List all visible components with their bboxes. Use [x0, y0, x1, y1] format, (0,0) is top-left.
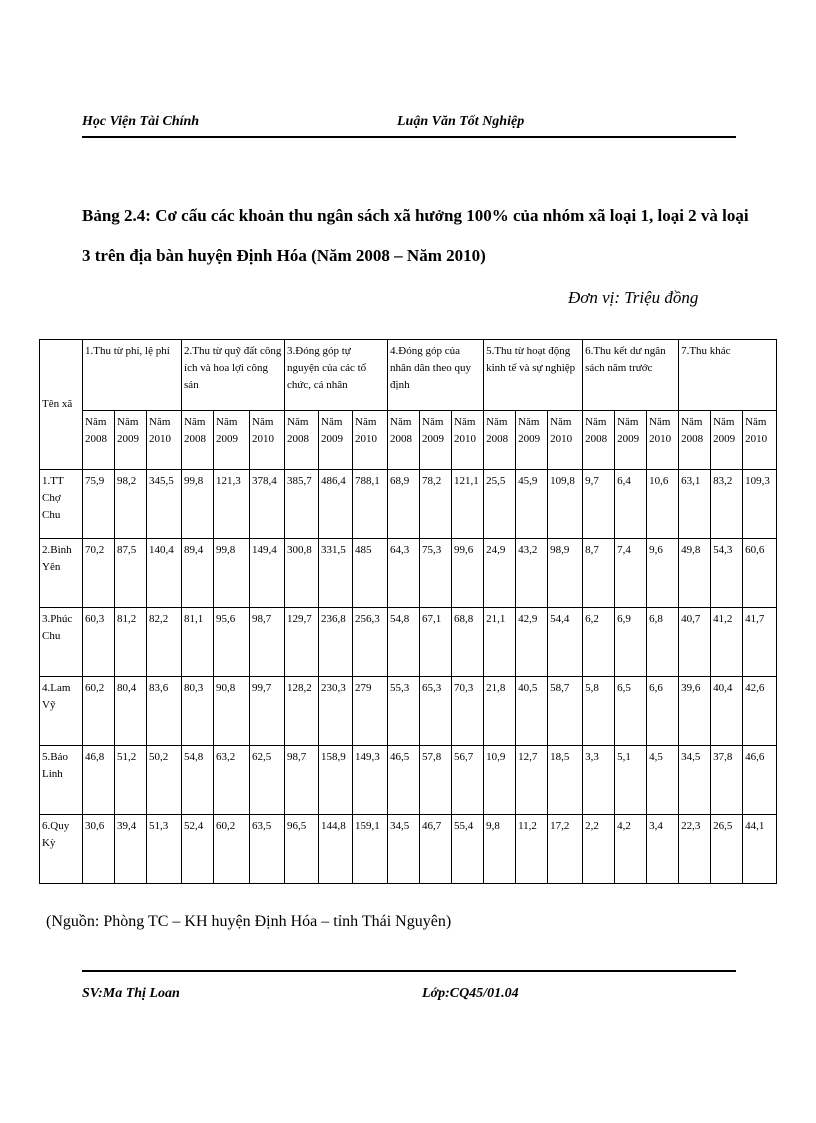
value-cell: 149,3 [353, 746, 388, 815]
value-cell: 83,2 [711, 470, 743, 539]
value-cell: 6,2 [583, 608, 615, 677]
header-rule [82, 136, 736, 138]
value-cell: 98,7 [285, 746, 319, 815]
value-cell: 34,5 [679, 746, 711, 815]
value-cell: 99,8 [182, 470, 214, 539]
commune-name: 4.Lam Vỹ [40, 677, 83, 746]
value-cell: 40,4 [711, 677, 743, 746]
value-cell: 34,5 [388, 815, 420, 884]
table-row [40, 470, 777, 539]
value-cell: 46,6 [743, 746, 777, 815]
value-cell: 21,1 [484, 608, 516, 677]
value-cell: 56,7 [452, 746, 484, 815]
value-cell: 55,3 [388, 677, 420, 746]
value-cell: 50,2 [147, 746, 182, 815]
header-document-type: Luận Văn Tốt Nghiệp [397, 114, 525, 129]
value-cell: 70,3 [452, 677, 484, 746]
value-cell: 8,7 [583, 539, 615, 608]
commune-name: 2.Bình Yên [40, 539, 83, 608]
group-header: 1.Thu từ phí, lệ phí [83, 340, 182, 411]
year-header: Năm 2008 [285, 411, 319, 470]
value-cell: 128,2 [285, 677, 319, 746]
value-cell: 62,5 [250, 746, 285, 815]
value-cell: 95,6 [214, 608, 250, 677]
value-cell: 25,5 [484, 470, 516, 539]
value-cell: 63,2 [214, 746, 250, 815]
value-cell: 99,8 [214, 539, 250, 608]
value-cell: 788,1 [353, 470, 388, 539]
value-cell: 11,2 [516, 815, 548, 884]
year-header: Năm 2010 [548, 411, 583, 470]
value-cell: 75,3 [420, 539, 452, 608]
value-cell: 3,3 [583, 746, 615, 815]
value-cell: 22,3 [679, 815, 711, 884]
unit-label: Đơn vị: Triệu đồng [568, 288, 699, 307]
value-cell: 46,7 [420, 815, 452, 884]
value-cell: 68,8 [452, 608, 484, 677]
value-cell: 44,1 [743, 815, 777, 884]
year-header: Năm 2010 [647, 411, 679, 470]
value-cell: 64,3 [388, 539, 420, 608]
value-cell: 144,8 [319, 815, 353, 884]
value-cell: 158,9 [319, 746, 353, 815]
table-row [40, 539, 777, 608]
value-cell: 54,4 [548, 608, 583, 677]
value-cell: 4,5 [647, 746, 679, 815]
value-cell: 52,4 [182, 815, 214, 884]
value-cell: 67,1 [420, 608, 452, 677]
year-header: Năm 2008 [679, 411, 711, 470]
value-cell: 45,9 [516, 470, 548, 539]
value-cell: 109,8 [548, 470, 583, 539]
year-header: Năm 2008 [182, 411, 214, 470]
value-cell: 42,9 [516, 608, 548, 677]
value-cell: 41,7 [743, 608, 777, 677]
value-cell: 6,4 [615, 470, 647, 539]
value-cell: 149,4 [250, 539, 285, 608]
value-cell: 3,4 [647, 815, 679, 884]
value-cell: 60,6 [743, 539, 777, 608]
footer-student: SV:Ma Thị Loan [82, 986, 180, 1001]
value-cell: 57,8 [420, 746, 452, 815]
value-cell: 40,7 [679, 608, 711, 677]
value-cell: 80,3 [182, 677, 214, 746]
value-cell: 21,8 [484, 677, 516, 746]
value-cell: 26,5 [711, 815, 743, 884]
value-cell: 7,4 [615, 539, 647, 608]
value-cell: 121,1 [452, 470, 484, 539]
value-cell: 68,9 [388, 470, 420, 539]
commune-name: 3.Phúc Chu [40, 608, 83, 677]
value-cell: 345,5 [147, 470, 182, 539]
value-cell: 279 [353, 677, 388, 746]
value-cell: 54,8 [182, 746, 214, 815]
value-cell: 98,2 [115, 470, 147, 539]
value-cell: 51,2 [115, 746, 147, 815]
value-cell: 256,3 [353, 608, 388, 677]
row-header: Tên xã [40, 340, 83, 470]
value-cell: 43,2 [516, 539, 548, 608]
value-cell: 99,7 [250, 677, 285, 746]
value-cell: 63,1 [679, 470, 711, 539]
value-cell: 6,8 [647, 608, 679, 677]
footer-class: Lớp:CQ45/01.04 [422, 986, 519, 1001]
value-cell: 54,3 [711, 539, 743, 608]
year-header: Năm 2009 [115, 411, 147, 470]
value-cell: 89,4 [182, 539, 214, 608]
commune-name: 5.Bảo Linh [40, 746, 83, 815]
table-row [40, 746, 777, 815]
value-cell: 9,7 [583, 470, 615, 539]
year-header: Năm 2009 [214, 411, 250, 470]
value-cell: 5,8 [583, 677, 615, 746]
value-cell: 39,4 [115, 815, 147, 884]
value-cell: 49,8 [679, 539, 711, 608]
revenue-table [39, 339, 777, 884]
table-title: Bảng 2.4: Cơ cấu các khoản thu ngân sách xã hưởng 100% của nhóm xã loại 1, loại 2 và loại 3 trên địa bàn huyện Định Hóa (Năm 2008 – Năm 2010) [82, 206, 749, 265]
group-header: 4.Đóng góp của nhân dân theo quy định [388, 340, 484, 411]
table-row [40, 677, 777, 746]
value-cell: 55,4 [452, 815, 484, 884]
group-header: 7.Thu khác [679, 340, 777, 411]
value-cell: 4,2 [615, 815, 647, 884]
group-header: 3.Đóng góp tự nguyện của các tổ chức, cá nhân [285, 340, 388, 411]
group-header: 5.Thu từ hoạt động kinh tế và sự nghiệp [484, 340, 583, 411]
value-cell: 2,2 [583, 815, 615, 884]
year-header: Năm 2010 [743, 411, 777, 470]
value-cell: 385,7 [285, 470, 319, 539]
commune-name: 6.Quy Kỳ [40, 815, 83, 884]
value-cell: 9,6 [647, 539, 679, 608]
value-cell: 65,3 [420, 677, 452, 746]
value-cell: 82,2 [147, 608, 182, 677]
value-cell: 6,9 [615, 608, 647, 677]
value-cell: 41,2 [711, 608, 743, 677]
value-cell: 60,2 [214, 815, 250, 884]
value-cell: 80,4 [115, 677, 147, 746]
value-cell: 5,1 [615, 746, 647, 815]
year-header: Năm 2008 [83, 411, 115, 470]
value-cell: 159,1 [353, 815, 388, 884]
year-header: Năm 2009 [711, 411, 743, 470]
year-header: Năm 2009 [516, 411, 548, 470]
value-cell: 99,6 [452, 539, 484, 608]
value-cell: 46,8 [83, 746, 115, 815]
commune-name: 1.TT Chợ Chu [40, 470, 83, 539]
value-cell: 60,3 [83, 608, 115, 677]
value-cell: 236,8 [319, 608, 353, 677]
year-header: Năm 2008 [484, 411, 516, 470]
year-header: Năm 2009 [615, 411, 647, 470]
value-cell: 331,5 [319, 539, 353, 608]
value-cell: 17,2 [548, 815, 583, 884]
value-cell: 63,5 [250, 815, 285, 884]
value-cell: 10,6 [647, 470, 679, 539]
source-note: (Nguồn: Phòng TC – KH huyện Định Hóa – tỉnh Thái Nguyên) [46, 913, 452, 930]
year-header: Năm 2010 [353, 411, 388, 470]
value-cell: 39,6 [679, 677, 711, 746]
value-cell: 486,4 [319, 470, 353, 539]
value-cell: 109,3 [743, 470, 777, 539]
value-cell: 81,1 [182, 608, 214, 677]
year-header: Năm 2010 [147, 411, 182, 470]
year-header: Năm 2009 [319, 411, 353, 470]
value-cell: 18,5 [548, 746, 583, 815]
value-cell: 81,2 [115, 608, 147, 677]
table-row [40, 608, 777, 677]
group-header: 6.Thu kết dư ngân sách năm trước [583, 340, 679, 411]
value-cell: 230,3 [319, 677, 353, 746]
value-cell: 78,2 [420, 470, 452, 539]
value-cell: 10,9 [484, 746, 516, 815]
year-header: Năm 2008 [388, 411, 420, 470]
value-cell: 24,9 [484, 539, 516, 608]
value-cell: 6,5 [615, 677, 647, 746]
value-cell: 98,9 [548, 539, 583, 608]
value-cell: 40,5 [516, 677, 548, 746]
value-cell: 12,7 [516, 746, 548, 815]
header-institution: Học Viện Tài Chính [82, 114, 200, 129]
value-cell: 54,8 [388, 608, 420, 677]
value-cell: 42,6 [743, 677, 777, 746]
value-cell: 70,2 [83, 539, 115, 608]
footer-rule [82, 970, 736, 972]
table-row [40, 815, 777, 884]
value-cell: 121,3 [214, 470, 250, 539]
value-cell: 58,7 [548, 677, 583, 746]
year-header: Năm 2008 [583, 411, 615, 470]
value-cell: 60,2 [83, 677, 115, 746]
value-cell: 378,4 [250, 470, 285, 539]
value-cell: 87,5 [115, 539, 147, 608]
value-cell: 83,6 [147, 677, 182, 746]
value-cell: 37,8 [711, 746, 743, 815]
value-cell: 30,6 [83, 815, 115, 884]
value-cell: 129,7 [285, 608, 319, 677]
value-cell: 140,4 [147, 539, 182, 608]
value-cell: 75,9 [83, 470, 115, 539]
year-header: Năm 2009 [420, 411, 452, 470]
value-cell: 98,7 [250, 608, 285, 677]
year-header: Năm 2010 [452, 411, 484, 470]
value-cell: 46,5 [388, 746, 420, 815]
value-cell: 9,8 [484, 815, 516, 884]
value-cell: 300,8 [285, 539, 319, 608]
value-cell: 51,3 [147, 815, 182, 884]
value-cell: 90,8 [214, 677, 250, 746]
value-cell: 96,5 [285, 815, 319, 884]
value-cell: 485 [353, 539, 388, 608]
year-header: Năm 2010 [250, 411, 285, 470]
group-header: 2.Thu từ quỹ đất công ích và hoa lợi công sản [182, 340, 285, 411]
value-cell: 6,6 [647, 677, 679, 746]
